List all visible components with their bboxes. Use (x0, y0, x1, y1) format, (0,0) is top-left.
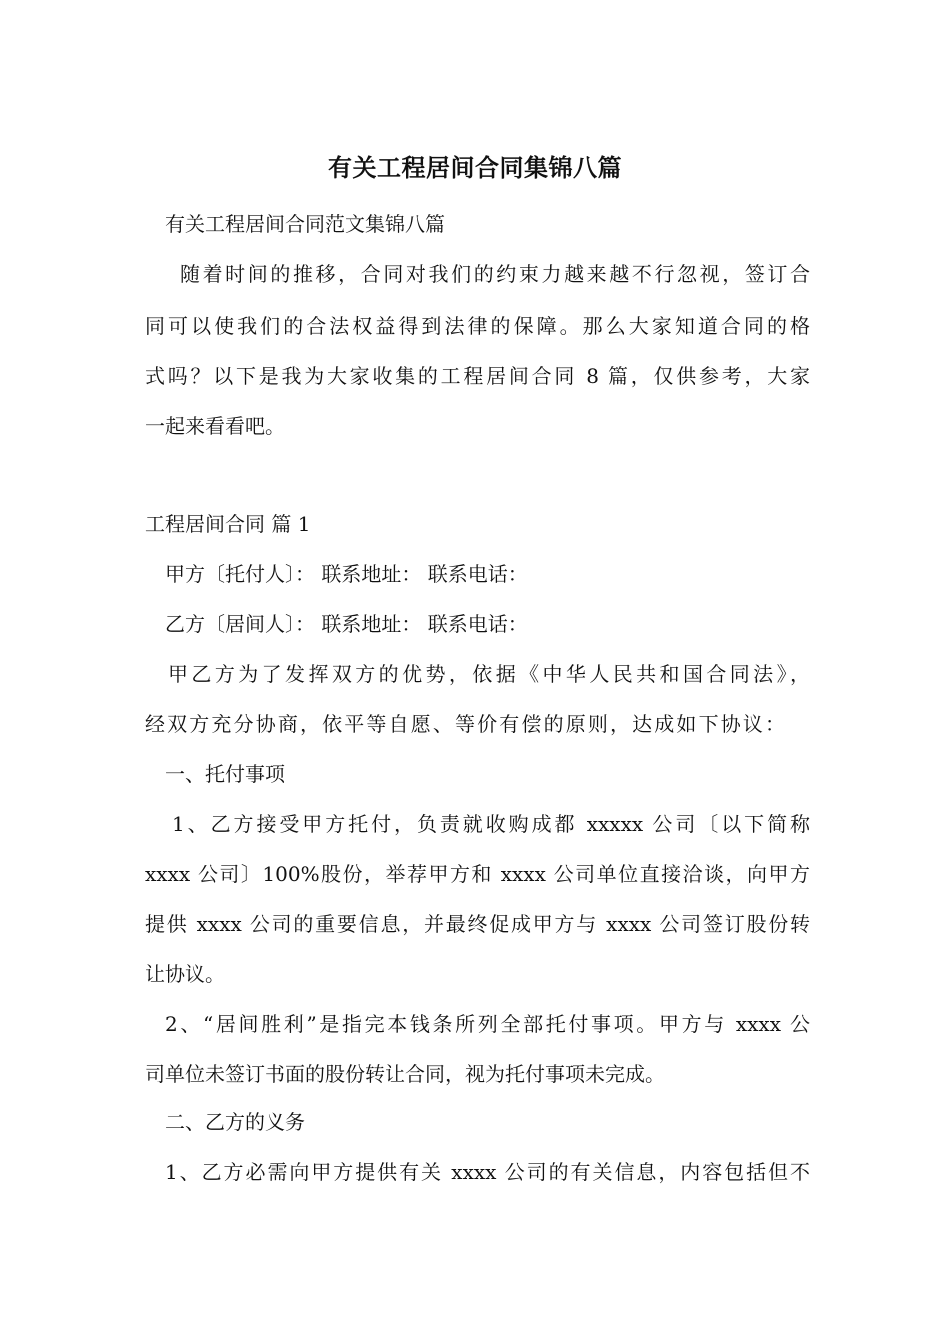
party-b-line: 乙方〔居间人〕： 联系地址： 联系电话： (165, 612, 528, 636)
document-title: 有关工程居间合同集锦八篇 (328, 154, 622, 182)
paragraph-line: 随着时间的推移，合同对我们的约束力越来越不行忽视，签订合 (180, 262, 810, 286)
paragraph-line: 同可以使我们的合法权益得到法律的保障。那么大家知道合同的格 (145, 314, 810, 338)
paragraph-line: 1、乙方接受甲方托付，负责就收购成都 xxxxx 公司〔以下简称 (172, 812, 810, 836)
clause-heading: 二、乙方的义务 (165, 1110, 305, 1134)
paragraph-line: 式吗？以下是我为大家收集的工程居间合同 8 篇，仅供参考，大家 (145, 364, 810, 388)
section-heading: 工程居间合同 篇 1 (145, 512, 311, 536)
paragraph-line: 司单位未签订书面的股份转让合同，视为托付事项未完成。 (145, 1062, 665, 1086)
paragraph-line: 让协议。 (145, 962, 225, 986)
paragraph-line: 甲乙方为了发挥双方的优势，依据《中华人民共和国合同法》， (168, 662, 810, 686)
paragraph-line: 2、“居间胜利”是指完本钱条所列全部托付事项。甲方与 xxxx 公 (165, 1012, 810, 1036)
clause-heading: 一、托付事项 (165, 762, 285, 786)
paragraph-line: 一起来看看吧。 (145, 414, 285, 438)
paragraph-line: 经双方充分协商，依平等自愿、等价有偿的原则，达成如下协议： (145, 712, 785, 736)
subtitle-line: 有关工程居间合同范文集锦八篇 (165, 212, 445, 236)
party-a-line: 甲方〔托付人〕： 联系地址： 联系电话： (165, 562, 528, 586)
paragraph-line: xxxx 公司〕100%股份，举荐甲方和 xxxx 公司单位直接洽谈，向甲方 (145, 862, 810, 886)
paragraph-line: 提供 xxxx 公司的重要信息，并最终促成甲方与 xxxx 公司签订股份转 (145, 912, 810, 936)
paragraph-line: 1、乙方必需向甲方提供有关 xxxx 公司的有关信息，内容包括但不 (165, 1160, 810, 1184)
